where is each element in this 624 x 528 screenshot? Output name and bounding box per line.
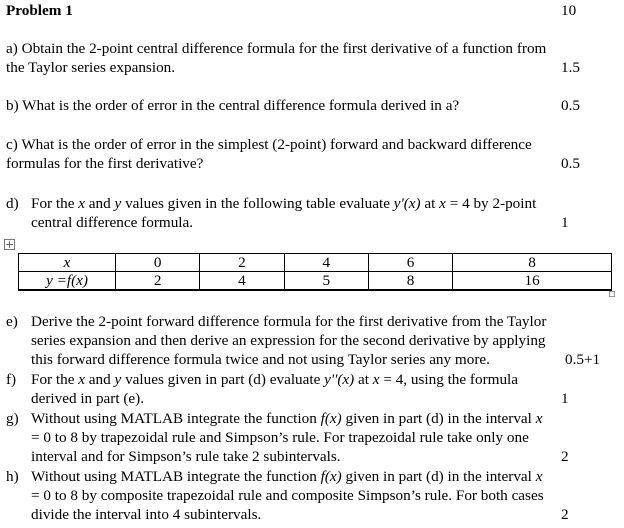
table-cell: 2 bbox=[116, 272, 200, 291]
part-a-points: 1.5 bbox=[561, 59, 580, 76]
part-h-line3: divide the interval into 4 subintervals. bbox=[31, 506, 262, 523]
data-table bbox=[18, 253, 612, 291]
table-move-handle-icon[interactable]: + bbox=[5, 238, 15, 251]
part-e-line1: Derive the 2-point forward difference formula for the first derivative from the Taylor bbox=[31, 313, 547, 330]
part-g-line2: = 0 to 8 by trapezoidal rule and Simpson’s rule. For trapezoidal rule take only one bbox=[31, 429, 529, 446]
table-cell: 2 bbox=[200, 254, 284, 272]
part-f-label: f) bbox=[6, 371, 17, 388]
table-cell: x bbox=[19, 254, 116, 272]
part-h-line1: Without using MATLAB integrate the function f(x) given in part (d) in the interval x bbox=[31, 468, 543, 485]
table-cell: y =f(x) bbox=[19, 272, 116, 291]
part-h-line2: = 0 to 8 by composite trapezoidal rule and composite Simpson’s rule. For both cases bbox=[31, 487, 544, 504]
table-cell: 0 bbox=[116, 254, 200, 272]
table-cell: 8 bbox=[368, 272, 452, 291]
table-cell: 16 bbox=[453, 272, 612, 291]
part-d-line1: For the x and y values given in the following table evaluate y'(x) at x = 4 by 2-point bbox=[31, 195, 537, 212]
part-e-line2: series expansion and then derive an expression for the second derivative by applying bbox=[31, 332, 546, 349]
part-e-label: e) bbox=[6, 313, 18, 330]
part-g-line1: Without using MATLAB integrate the function f(x) given in part (d) in the interval x bbox=[31, 410, 543, 427]
table-cell: 4 bbox=[200, 272, 284, 291]
part-e-line3: this forward difference formula twice and not using Taylor series any more. bbox=[31, 351, 490, 368]
problem-points: 10 bbox=[561, 2, 577, 19]
part-h-points: 2 bbox=[561, 506, 569, 523]
part-d-label: d) bbox=[6, 195, 19, 212]
part-h-label: h) bbox=[6, 468, 19, 485]
problem-title: Problem 1 bbox=[6, 2, 73, 19]
table-cell: 6 bbox=[368, 254, 452, 272]
table-cell: 4 bbox=[284, 254, 368, 272]
table-row-y bbox=[19, 272, 612, 291]
part-f-line2: derived in part (e). bbox=[31, 390, 145, 407]
part-c-points: 0.5 bbox=[561, 155, 580, 172]
table-row-x bbox=[19, 254, 612, 272]
part-b-points: 0.5 bbox=[561, 97, 580, 114]
part-g-line3: interval and for Simpson’s rule take 2 subintervals. bbox=[31, 448, 341, 465]
part-c-line1: c) What is the order of error in the simplest (2-point) forward and backward difference bbox=[6, 136, 532, 153]
part-a-line1: a) Obtain the 2-point central difference formula for the first derivative of a function from bbox=[6, 40, 547, 57]
part-a-line2: the Taylor series expansion. bbox=[6, 59, 176, 76]
part-f-line1: For the x and y values given in part (d) evaluate y''(x) at x = 4, using the formula bbox=[31, 371, 519, 388]
part-f-points: 1 bbox=[561, 390, 569, 407]
table-resize-handle-icon[interactable] bbox=[609, 291, 615, 297]
table-cell: 8 bbox=[453, 254, 612, 272]
part-g-points: 2 bbox=[561, 448, 569, 465]
part-d-points: 1 bbox=[561, 214, 569, 231]
part-e-points: 0.5+1 bbox=[565, 351, 601, 368]
table-cell: 5 bbox=[284, 272, 368, 291]
part-c-line2: formulas for the first derivative? bbox=[6, 155, 204, 172]
part-d-line2: central difference formula. bbox=[31, 214, 194, 231]
part-g-label: g) bbox=[6, 410, 19, 427]
part-b-line1: b) What is the order of error in the central difference formula derived in a? bbox=[6, 97, 460, 114]
